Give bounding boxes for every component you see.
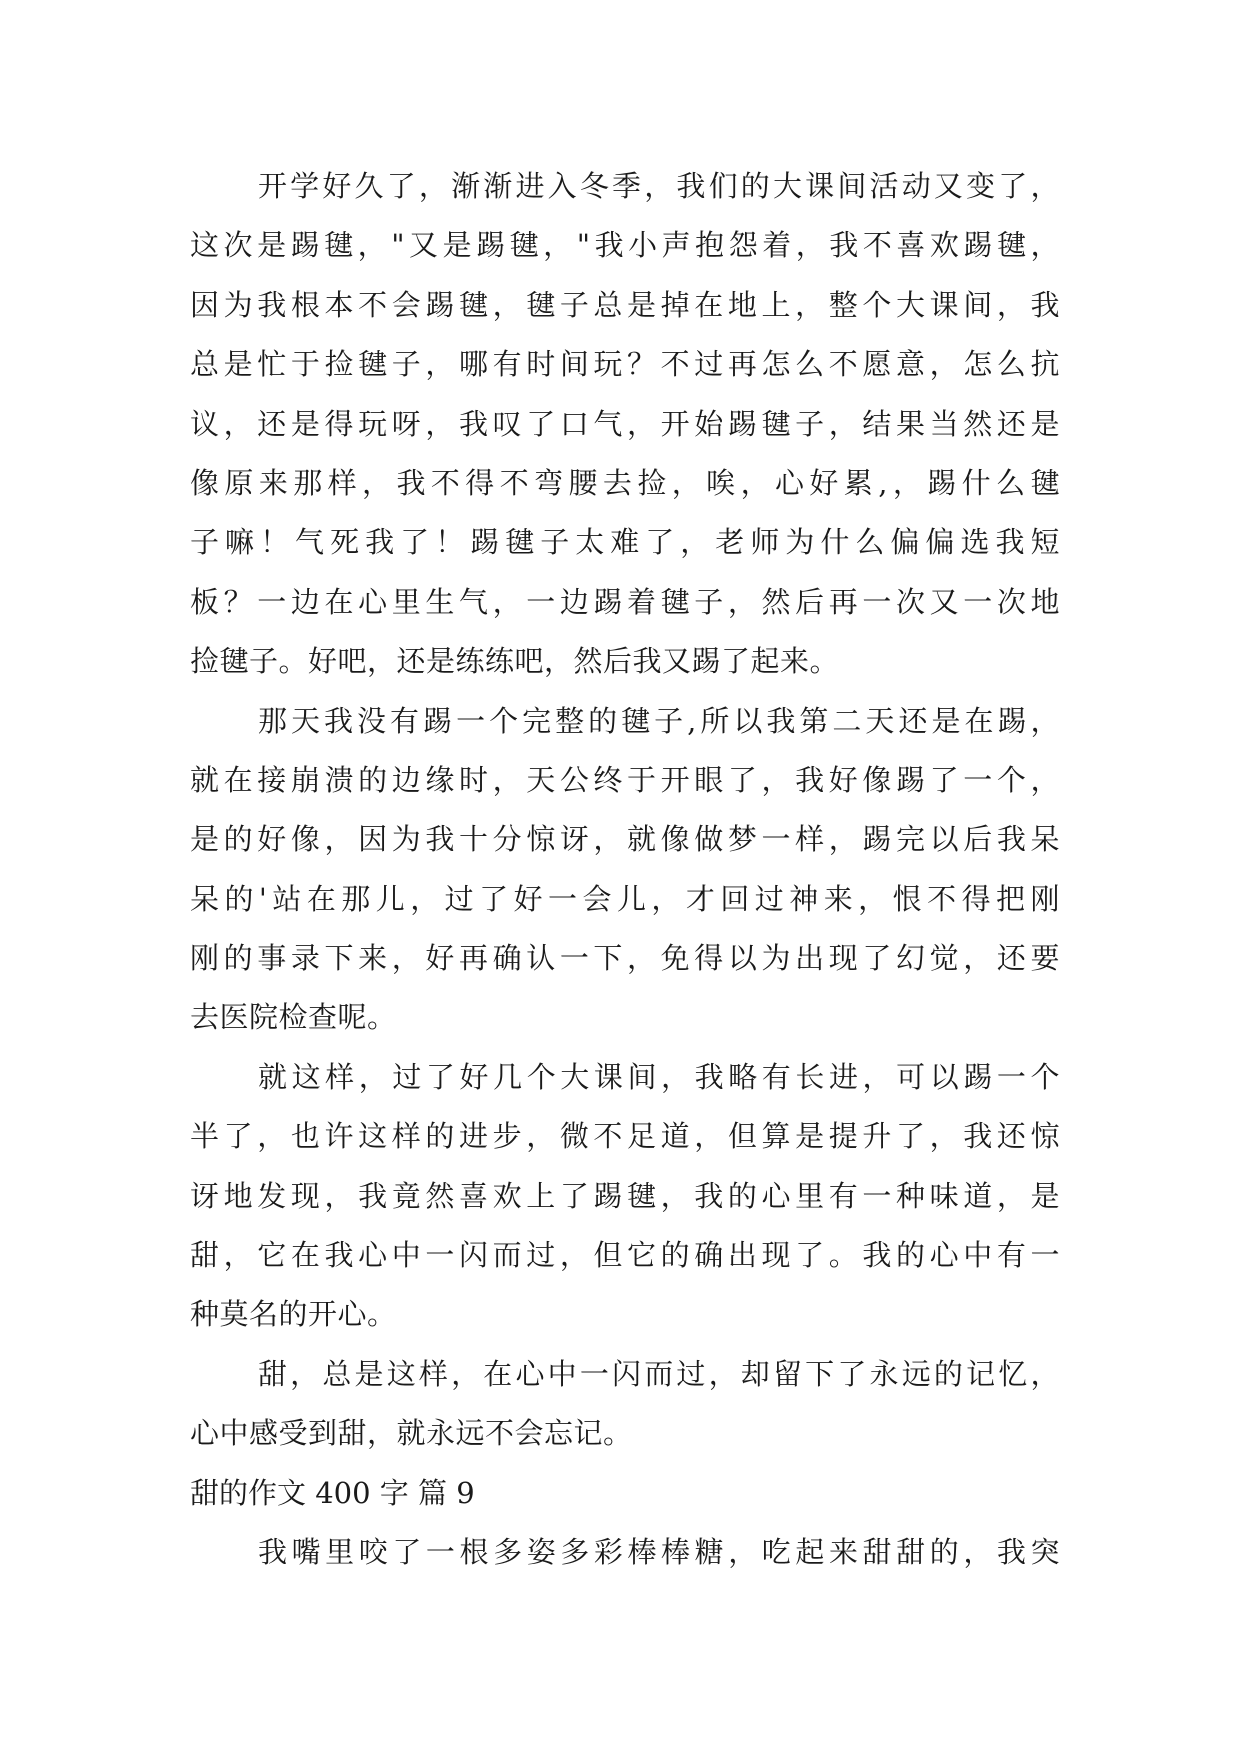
- text-line: 捡毽子。好吧，还是练练吧，然后我又踢了起来。: [190, 644, 840, 679]
- text-line: 板？一边在心里生气，一边踢着毽子，然后再一次又一次地: [190, 584, 1060, 619]
- text-line: 半了，也许这样的进步，微不足道，但算是提升了，我还惊: [190, 1119, 1060, 1154]
- text-line: 讶地发现，我竟然喜欢上了踢毽，我的心里有一种味道，是: [190, 1178, 1060, 1213]
- text-line: 刚的事录下来，好再确认一下，免得以为出现了幻觉，还要: [190, 941, 1060, 976]
- document-page: [190, 157, 1060, 1582]
- text-line: 因为我根本不会踢毽，毽子总是掉在地上，整个大课间，我: [190, 287, 1060, 322]
- text-line: 像原来那样，我不得不弯腰去捡，唉，心好累,，踢什么毽: [190, 465, 1060, 500]
- text-line: 去医院检查呢。: [190, 1000, 397, 1035]
- text-line: 种莫名的开心。: [190, 1297, 397, 1332]
- text-line: 那天我没有踢一个完整的毽子,所以我第二天还是在踢，: [258, 703, 1060, 738]
- text-line: 议，还是得玩呀，我叹了口气，开始踢毽子，结果当然还是: [190, 406, 1060, 441]
- text-line: 总是忙于捡毽子，哪有时间玩？不过再怎么不愿意，怎么抗: [190, 347, 1060, 382]
- text-line: 甜，总是这样，在心中一闪而过，却留下了永远的记忆，: [258, 1356, 1060, 1391]
- text-line: 甜，它在我心中一闪而过，但它的确出现了。我的心中有一: [190, 1238, 1060, 1273]
- paragraph: [190, 1523, 1060, 1582]
- text-line: 子嘛！气死我了！踢毽子太难了，老师为什么偏偏选我短: [190, 525, 1060, 560]
- text-line: 呆的'站在那儿，过了好一会儿，才回过神来，恨不得把刚: [190, 881, 1060, 916]
- paragraph: [190, 1048, 1060, 1345]
- paragraph: [190, 157, 1060, 692]
- text-line: 就这样，过了好几个大课间，我略有长进，可以踢一个: [258, 1059, 1060, 1094]
- paragraph: [190, 692, 1060, 1048]
- text-line: 就在接崩溃的边缘时，天公终于开眼了，我好像踢了一个，: [190, 762, 1060, 797]
- text-line: 是的好像，因为我十分惊讶，就像做梦一样，踢完以后我呆: [190, 822, 1060, 857]
- paragraph: [190, 1345, 1060, 1464]
- text-line: 开学好久了，渐渐进入冬季，我们的大课间活动又变了，: [258, 169, 1060, 203]
- text-line: 这次是踢毽，"又是踢毽，"我小声抱怨着，我不喜欢踢毽，: [190, 228, 1060, 263]
- text-line: 我嘴里咬了一根多姿多彩棒棒糖，吃起来甜甜的，我突: [258, 1534, 1060, 1569]
- section-heading: 甜的作文 400 字 篇 9: [190, 1475, 475, 1510]
- text-line: 心中感受到甜，就永远不会忘记。: [190, 1416, 633, 1451]
